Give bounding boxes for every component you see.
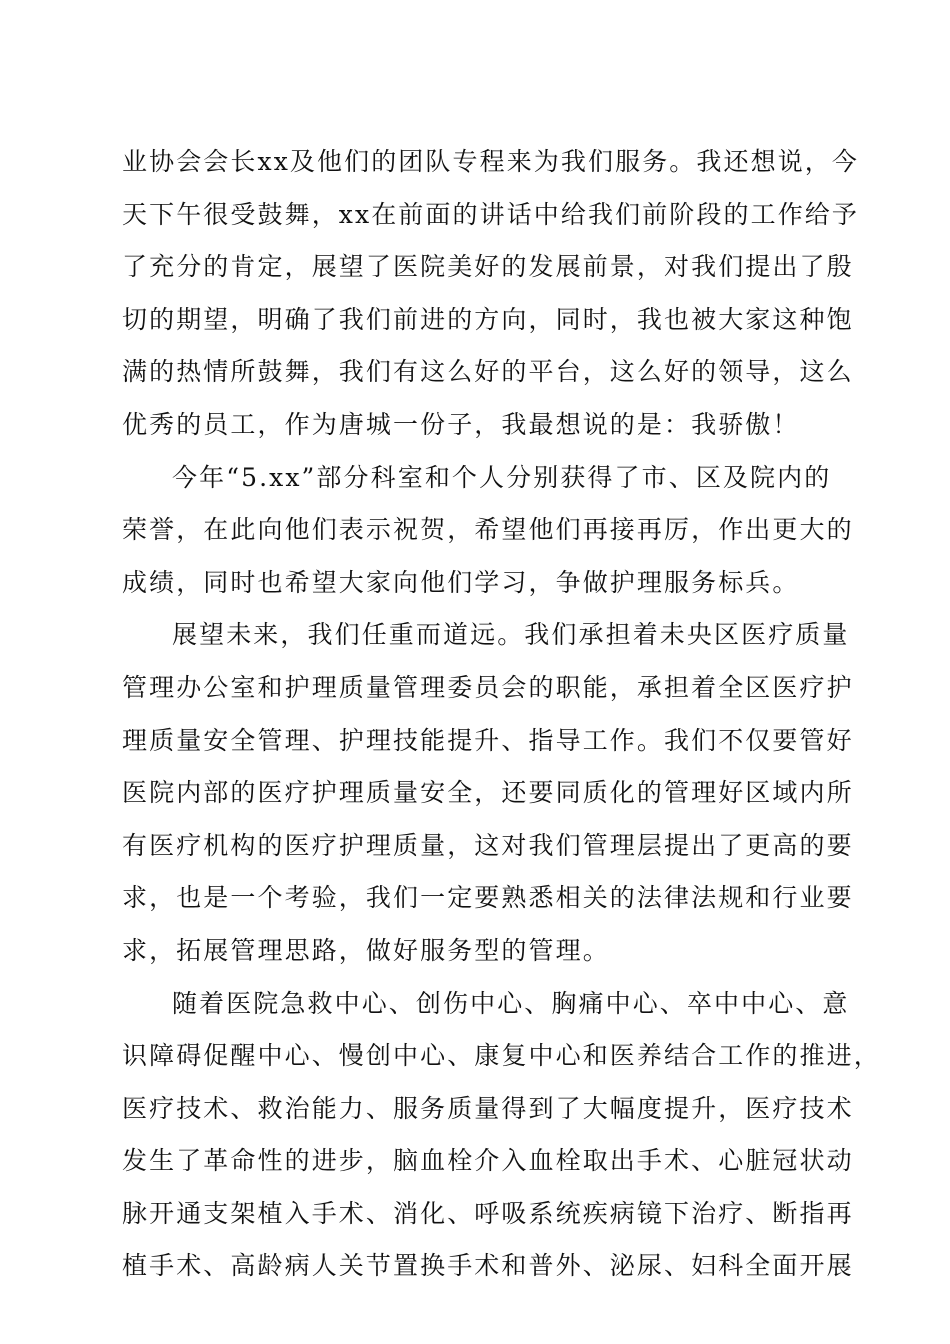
- text-line: 有医疗机构的医疗护理质量，这对我们管理层提出了更高的要: [122, 830, 854, 860]
- text-line: 荣誉，在此向他们表示祝贺，希望他们再接再厉，作出更大的: [122, 515, 854, 545]
- text-line: 求，拓展管理思路，做好服务型的管理。: [122, 935, 610, 965]
- paragraph-start-line: 展望未来，我们任重而道远。我们承担着未央区医疗质量: [172, 620, 850, 650]
- text-line: 植手术、高龄病人关节置换手术和普外、泌尿、妇科全面开展: [122, 1251, 854, 1281]
- text-line: 脉开通支架植入手术、消化、呼吸系统疾病镜下治疗、断指再: [122, 1198, 854, 1228]
- text-line: 成绩，同时也希望大家向他们学习，争做护理服务标兵。: [122, 567, 800, 597]
- text-line: 切的期望，明确了我们前进的方向，同时，我也被大家这种饱: [122, 304, 854, 334]
- text-line: 天下午很受鼓舞，xx在前面的讲话中给我们前阶段的工作给予: [122, 199, 860, 229]
- text-line: 满的热情所鼓舞，我们有这么好的平台，这么好的领导，这么: [122, 357, 854, 387]
- text-line: 了充分的肯定，展望了医院美好的发展前景，对我们提出了殷: [122, 252, 854, 282]
- text-line: 优秀的员工，作为唐城一份子，我最想说的是：我骄傲！: [122, 409, 800, 439]
- text-line: 求，也是一个考验，我们一定要熟悉相关的法律法规和行业要: [122, 883, 854, 913]
- body-text: [122, 136, 881, 1293]
- text-line: 发生了革命性的进步，脑血栓介入血栓取出手术、心脏冠状动: [122, 1146, 854, 1176]
- text-line: 医疗技术、救治能力、服务质量得到了大幅度提升，医疗技术: [122, 1093, 854, 1123]
- paragraph-start-line: 今年“5.xx”部分科室和个人分别获得了市、区及院内的: [172, 462, 832, 492]
- text-line: 识障碍促醒中心、慢创中心、康复中心和医养结合工作的推进，: [122, 1041, 881, 1071]
- text-line: 理质量安全管理、护理技能提升、指导工作。我们不仅要管好: [122, 725, 854, 755]
- text-line: 业协会会长xx及他们的团队专程来为我们服务。我还想说，今: [122, 147, 860, 176]
- text-line: 医院内部的医疗护理质量安全，还要同质化的管理好区域内所: [122, 778, 854, 808]
- text-line: 管理办公室和护理质量管理委员会的职能，承担着全区医疗护: [122, 672, 854, 702]
- paragraph-start-line: 随着医院急救中心、创伤中心、胸痛中心、卒中中心、意: [172, 988, 850, 1018]
